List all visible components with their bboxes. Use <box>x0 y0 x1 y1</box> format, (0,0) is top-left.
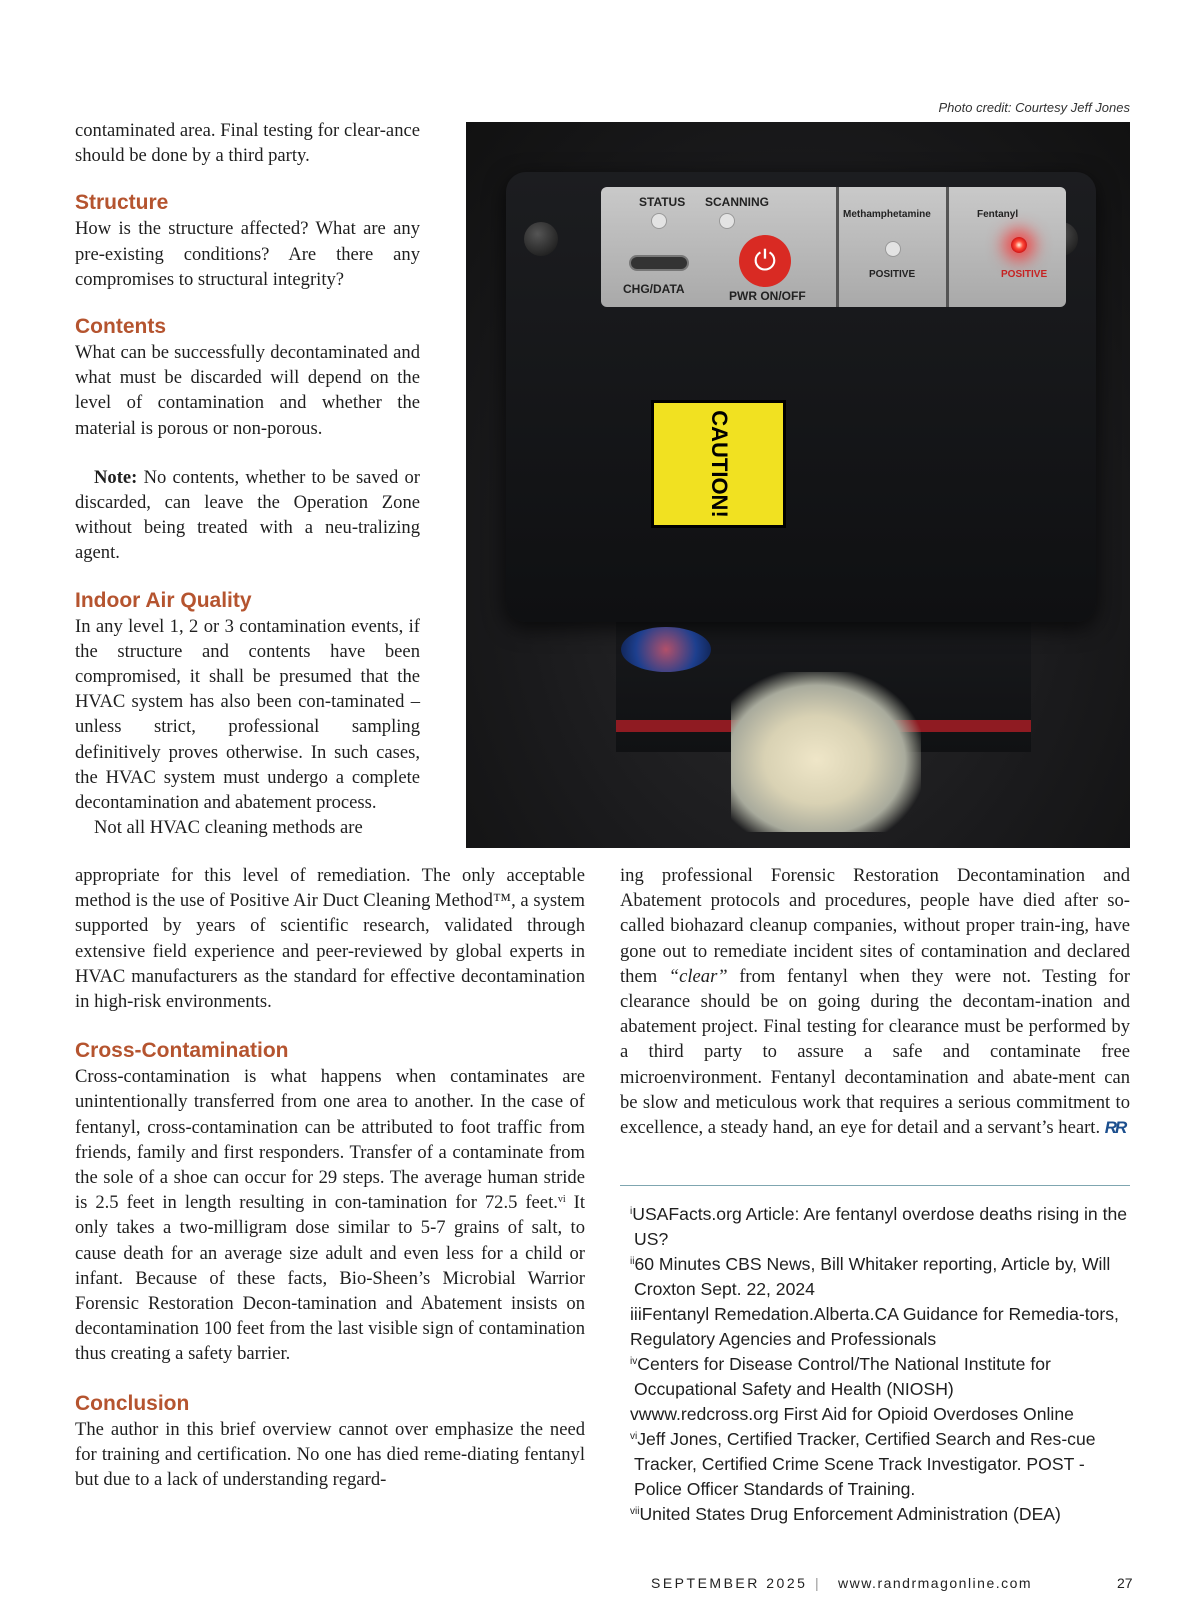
left-column-bottom <box>75 863 585 1492</box>
structure-paragraph: How is the structure affected? What are any pre-existing conditions? Are there any compromises to structural integrity? <box>75 218 420 290</box>
heading-conclusion: Conclusion <box>75 1391 190 1415</box>
left-column-top <box>75 118 420 840</box>
fentanyl-detector-photo <box>466 122 1130 848</box>
hvac-paragraph: appropriate for this level of remediation. The only acceptable method is the use of Positive Air Duct Cleaning Method™, a system supported by years of scientific research, validated through extensive field experience and peer-reviewed by global experts in HVAC manufacturers as the standard for effective decontamination in high-risk environments. <box>75 865 585 1013</box>
conclusion-paragraph: The author in this brief overview cannot over emphasize the need for training and certification. No one has died reme-diating fentanyl but due to a lack of understanding regard- <box>75 1418 585 1491</box>
cross-body-b: It only takes a two-milligram dose similar to 5-7 grains of salt, to cause death for an average size adult and even less for a child or infant. Because of these facts, Bio-Sheen’s Microbial Warrior Forensic Restoration Decon-tamination and Abatement insists on decontamination 100 feet from the last visible sign of contamination thus creating a safety barrier. <box>75 1192 585 1365</box>
intro-paragraph: contaminated area. Final testing for clear-ance should be done by a third party. <box>75 120 420 167</box>
footnote-mark: ii <box>630 1256 635 1267</box>
fentanyl-label: Fentanyl <box>977 209 1019 220</box>
note-label: Note: <box>94 466 138 488</box>
round-sticker-icon <box>621 627 711 672</box>
footnote-text: Jeff Jones, Certified Tracker, Certified Search and Res-cue Tracker, Certified Crime Scene Track Investigator. POST - Police Officer Standards of Training. <box>634 1429 1096 1499</box>
rr-logo-icon: RR <box>1104 1118 1126 1138</box>
footnote-ref-vi[interactable]: vi <box>557 1194 566 1206</box>
heading-contents: Contents <box>75 315 166 339</box>
note-body: No contents, whether to be saved or discarded, can leave the Operation Zone without being treated with a neu-tralizing agent. <box>75 466 420 564</box>
fentanyl-led-icon <box>1011 237 1027 253</box>
note-paragraph <box>75 465 420 566</box>
footnote-item <box>620 1427 1130 1502</box>
footnote-item <box>620 1252 1130 1302</box>
powder-sample <box>731 672 921 832</box>
panel-meth-section <box>839 187 949 307</box>
right-body-b: from fentanyl when they were not. Testing for clearance should be on going during the decontam-ination and abatement project. Final testing for clearance must be performed by a third party to assure a safe and contaminate free microenvironment. Fentanyl decontamination and abate-ment can be slow and meticulous work that requires a serious commitment to excellence, a steady hand, an eye for detail and a servant’s heart. <box>620 965 1131 1139</box>
cross-contamination-paragraph <box>75 1064 585 1366</box>
iaq-paragraph: In any level 1, 2 or 3 contamination events, if the structure and contents have been compromised, it shall be presumed that the HVAC system has also been con-taminated – unless strict, professional sampling definitively proves otherwise. In such cases, the HVAC system must undergo a complete decontamination and abatement process. <box>75 615 420 814</box>
power-icon: ⏻ <box>739 235 791 287</box>
scanning-led-icon <box>719 213 735 229</box>
meth-positive-label: POSITIVE <box>869 269 916 280</box>
footnote-mark: vi <box>630 1431 638 1442</box>
footnotes <box>620 1185 1130 1527</box>
footnote-item <box>620 1302 1130 1352</box>
footnote-mark: i <box>630 1206 633 1217</box>
right-column <box>620 863 1130 1140</box>
status-led-icon <box>651 213 667 229</box>
caution-text: CAUTION! <box>706 410 732 518</box>
footnote-text: USAFacts.org Article: Are fentanyl overdose deaths rising in the US? <box>632 1204 1128 1249</box>
chg-data-label: CHG/DATA <box>623 282 685 296</box>
detector-device <box>506 172 1096 622</box>
heading-indoor-air-quality: Indoor Air Quality <box>75 588 252 612</box>
footnote-item <box>620 1502 1130 1527</box>
scanning-label: SCANNING <box>705 195 770 209</box>
footer-website-link[interactable]: www.randrmagonline.com <box>838 1575 1033 1591</box>
status-label: STATUS <box>639 195 686 209</box>
caution-sticker <box>651 400 786 528</box>
photo-credit: Photo credit: Courtesy Jeff Jones <box>938 100 1130 115</box>
footnote-text: United States Drug Enforcement Administration (DEA) <box>639 1504 1061 1524</box>
footnote-item <box>620 1402 1130 1427</box>
contents-paragraph: What can be successfully decontaminated and what must be discarded will depend on the level of contamination and whether the material is porous or non-porous. <box>75 342 420 439</box>
heading-cross-contamination: Cross-Contamination <box>75 1039 289 1063</box>
panel-fentanyl-section <box>949 187 1059 307</box>
footnote-item <box>620 1352 1130 1402</box>
footnote-text: vwww.redcross.org First Aid for Opioid Overdoses Online <box>630 1404 1074 1424</box>
pwr-label: PWR ON/OFF <box>729 289 806 303</box>
footnote-mark: iv <box>630 1356 638 1367</box>
right-body-a: ing professional Forensic Restoration Decontamination and Abatement protocols and procedures, people have died after so-called biohazard cleanup companies, without proper train-ing, have gone out to remediate incident sites of contamination and declared them <box>620 865 1130 987</box>
panel-status-section <box>601 187 839 307</box>
control-panel <box>601 187 1066 307</box>
page-number: 27 <box>1117 1575 1133 1591</box>
meth-label: Methamphetamine <box>843 209 931 220</box>
cross-body-a: Cross-contamination is what happens when contaminates are unintentionally transferred from one area to another. In the case of fentanyl, cross-contamination can be attributed to foot traffic from friends, family and first responders. Transfer of a contaminate from the sole of a shoe can occur for 29 steps. The average human stride is 2.5 feet in length resulting in con-tamination for 72.5 feet. <box>75 1066 585 1214</box>
footer-issue-date: SEPTEMBER 2025 <box>651 1575 808 1591</box>
footnote-mark: vii <box>630 1506 640 1517</box>
footer-separator: | <box>815 1575 819 1591</box>
screw-icon <box>524 222 558 256</box>
conclusion-continued-paragraph <box>620 863 1130 1140</box>
footnote-item <box>620 1202 1130 1252</box>
meth-led-icon <box>885 241 901 257</box>
iaq-paragraph-2-start: Not all HVAC cleaning methods are <box>94 817 363 839</box>
usb-port-icon <box>629 255 689 271</box>
footnote-text: 60 Minutes CBS News, Bill Whitaker reporting, Article by, Will Croxton Sept. 22, 2024 <box>634 1254 1111 1299</box>
clear-word: “clear” <box>668 965 728 987</box>
fentanyl-positive-label: POSITIVE <box>1001 269 1048 280</box>
heading-structure: Structure <box>75 191 169 215</box>
footnote-text: Centers for Disease Control/The National Institute for Occupational Safety and Health (NIOSH) <box>634 1354 1051 1399</box>
footnote-text: iiiFentanyl Remedation.Alberta.CA Guidance for Remedia-tors, Regulatory Agencies and Professionals <box>630 1304 1119 1349</box>
